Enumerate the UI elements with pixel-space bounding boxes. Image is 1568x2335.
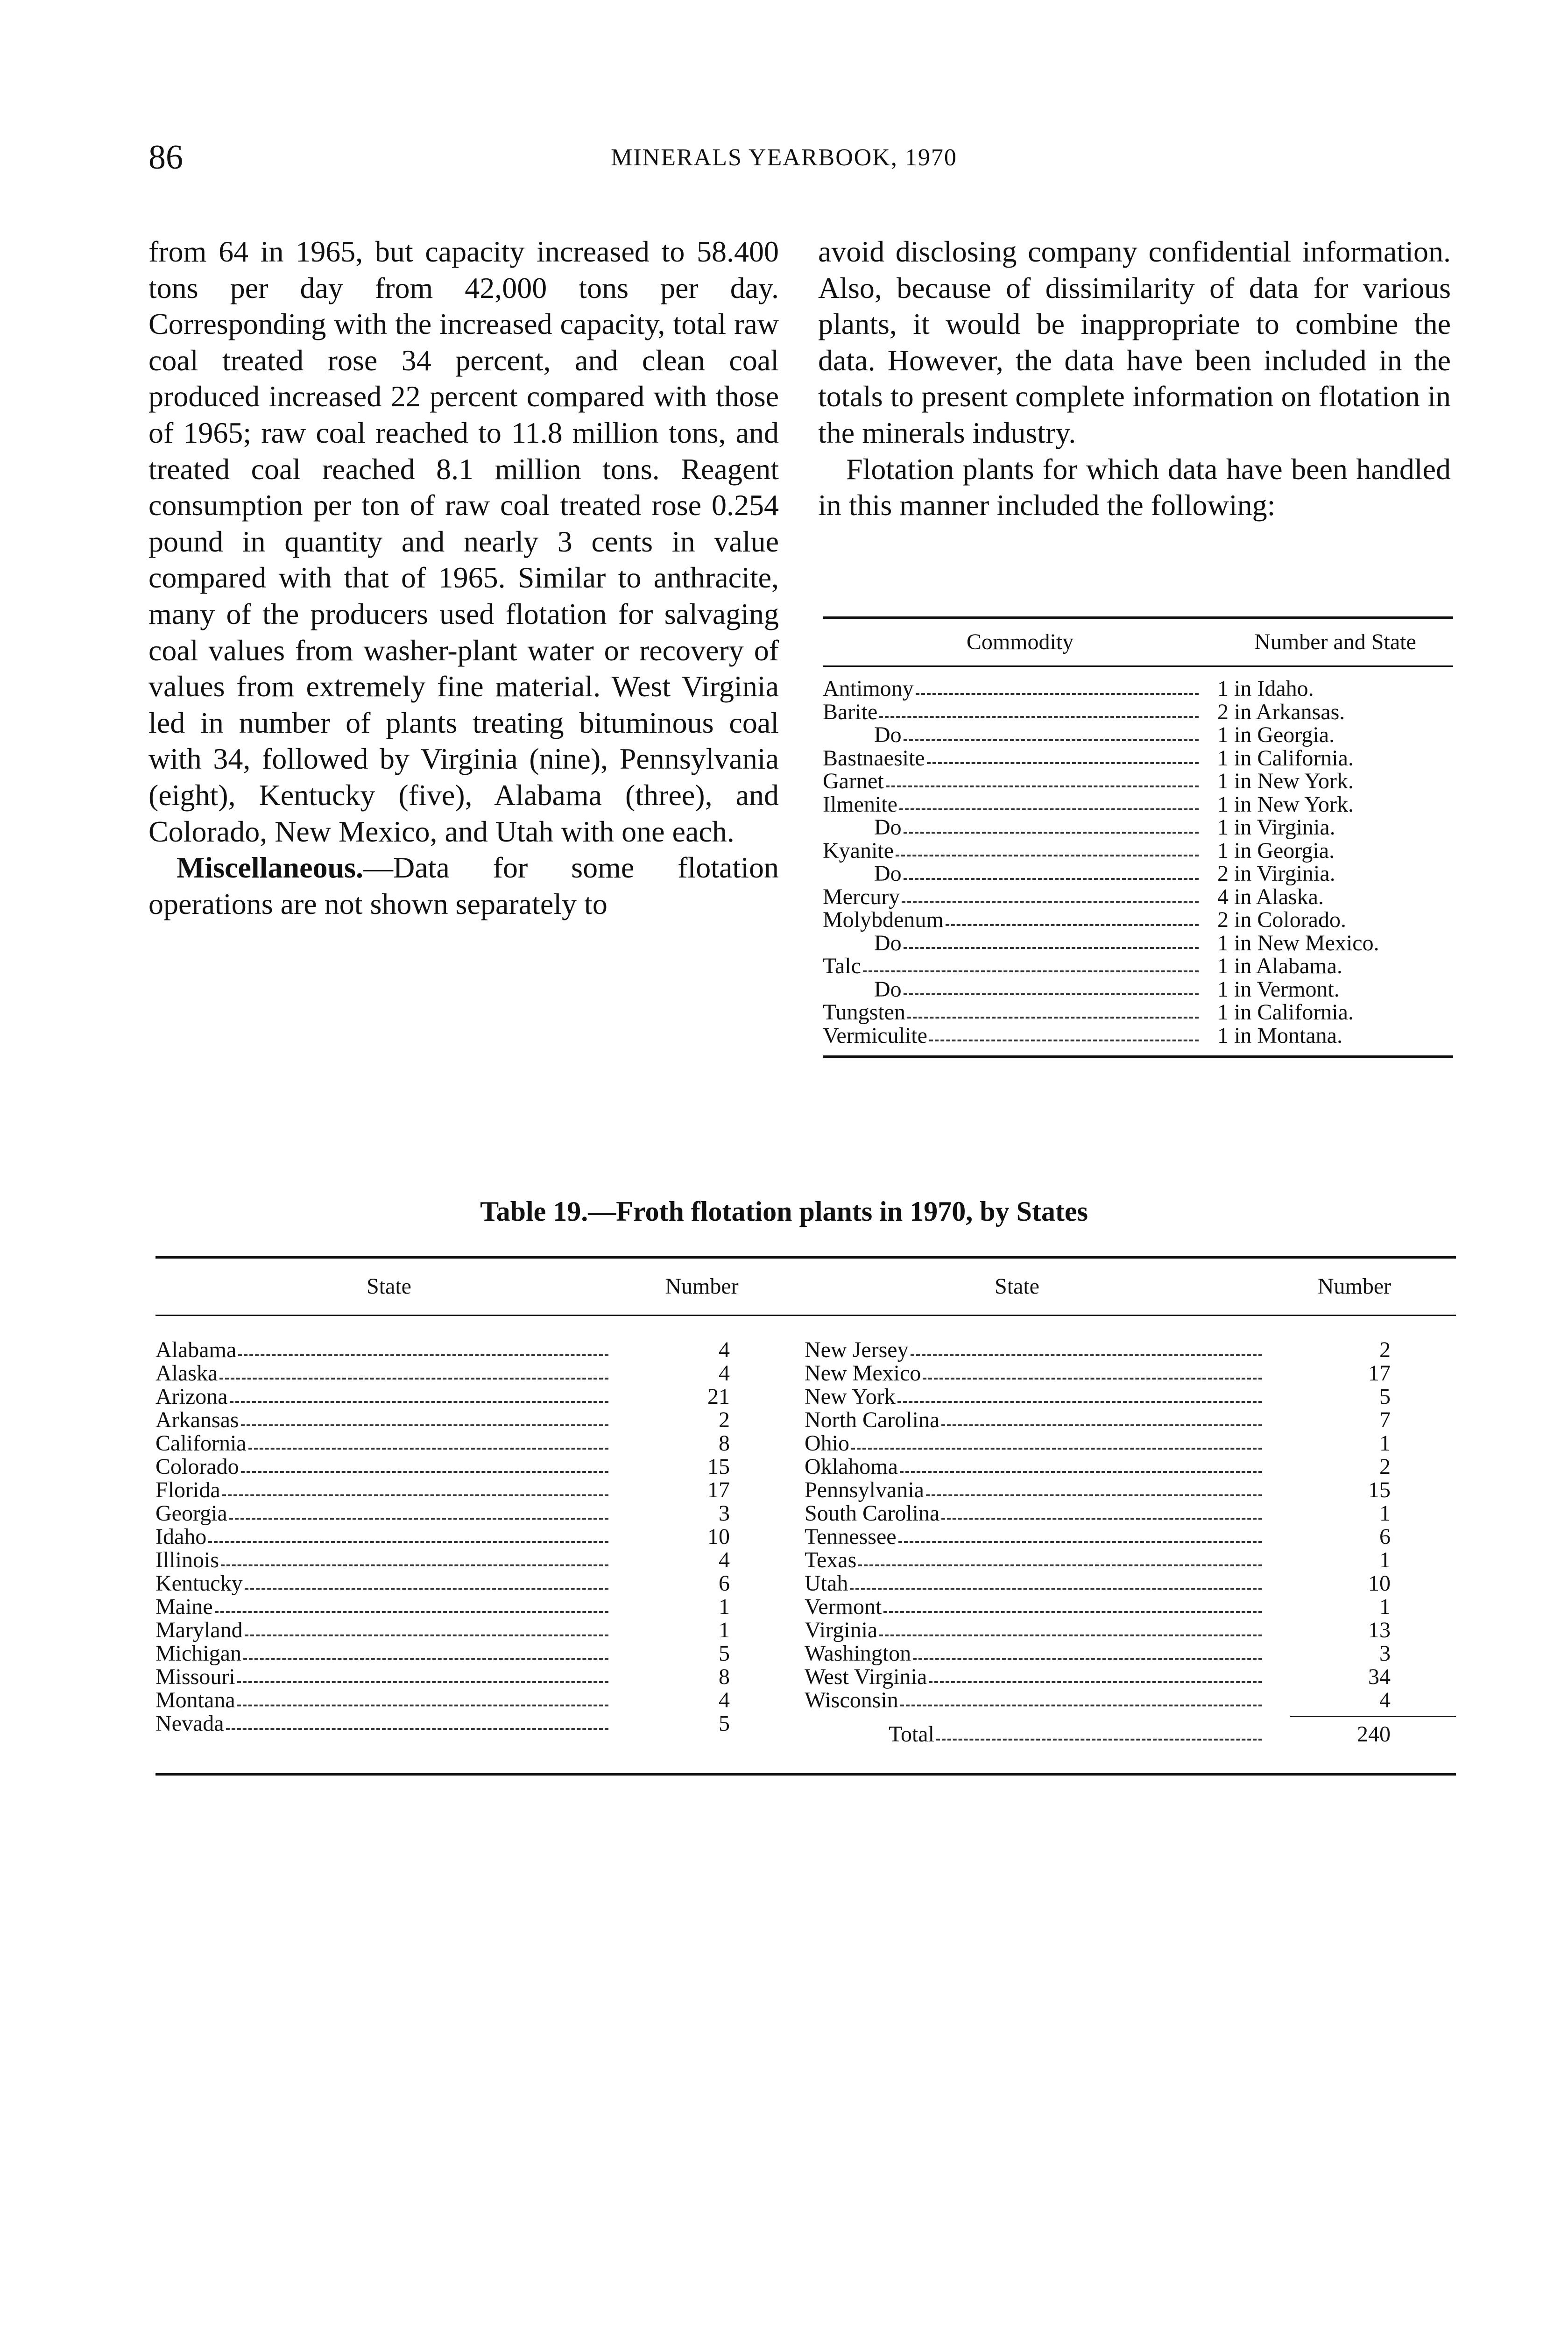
right-text-column bbox=[818, 234, 1451, 524]
plant-count: 4 bbox=[719, 1688, 730, 1712]
state-cell bbox=[805, 1549, 1276, 1572]
table-row bbox=[805, 1689, 1456, 1712]
commodity-table-header bbox=[823, 619, 1453, 665]
dot-leader bbox=[219, 1362, 608, 1380]
dot-leader bbox=[238, 1338, 608, 1356]
table-row bbox=[805, 1549, 1456, 1572]
plant-count: 34 bbox=[1368, 1664, 1391, 1689]
plant-count: 6 bbox=[719, 1571, 730, 1596]
plant-count: 4 bbox=[719, 1548, 730, 1572]
number-state-value: 1 in Georgia. bbox=[1217, 722, 1335, 747]
dot-leader bbox=[896, 839, 1199, 857]
commodity-name: Bastnaesite bbox=[823, 745, 925, 771]
dot-leader bbox=[208, 1525, 608, 1543]
table-19-rule-bottom bbox=[155, 1773, 1456, 1776]
commodity-cell bbox=[823, 677, 1217, 700]
commodity-name: Garnet bbox=[823, 769, 884, 793]
plant-count: 1 bbox=[1379, 1548, 1391, 1572]
state-cell bbox=[805, 1595, 1276, 1619]
dot-leader bbox=[221, 1549, 608, 1566]
plant-count: 15 bbox=[707, 1454, 730, 1479]
table-row bbox=[805, 1385, 1456, 1408]
table-row bbox=[155, 1549, 805, 1572]
commodity-name: Do bbox=[874, 861, 902, 886]
state-name: Pennsylvania bbox=[805, 1478, 924, 1502]
state-name: Illinois bbox=[155, 1548, 219, 1572]
state-cell bbox=[155, 1595, 622, 1619]
table-row bbox=[805, 1338, 1456, 1362]
dot-leader bbox=[904, 932, 1199, 949]
plant-count: 1 bbox=[719, 1618, 730, 1642]
state-cell bbox=[805, 1432, 1276, 1455]
table-row bbox=[805, 1479, 1456, 1502]
miscellaneous-heading: Miscellaneous. bbox=[177, 851, 363, 884]
header-commodity: Commodity bbox=[966, 630, 1074, 655]
dot-leader bbox=[941, 1408, 1262, 1426]
commodity-cell bbox=[823, 955, 1217, 978]
running-title: MINERALS YEARBOOK, 1970 bbox=[611, 144, 957, 171]
page-number: 86 bbox=[148, 138, 183, 177]
dot-leader bbox=[904, 816, 1199, 834]
plant-count: 10 bbox=[1368, 1571, 1391, 1596]
state-cell bbox=[805, 1408, 1276, 1432]
table-row bbox=[155, 1502, 805, 1525]
plant-count: 2 bbox=[1379, 1337, 1391, 1362]
number-state-value: 4 in Alaska. bbox=[1217, 884, 1324, 909]
state-name: Virginia bbox=[805, 1618, 878, 1642]
state-cell bbox=[805, 1479, 1276, 1502]
table-row bbox=[805, 1525, 1456, 1549]
dot-leader bbox=[916, 677, 1199, 695]
number-state-value: 2 in Colorado. bbox=[1217, 907, 1346, 932]
table-row bbox=[823, 747, 1453, 770]
table-19-title: Table 19.—Froth flotation plants in 1970, by States bbox=[480, 1196, 1088, 1227]
table-row bbox=[155, 1642, 805, 1665]
table-row bbox=[155, 1665, 805, 1689]
dot-leader bbox=[941, 1502, 1262, 1520]
commodity-name: Antimony bbox=[823, 676, 914, 701]
state-cell bbox=[155, 1502, 622, 1525]
table-row bbox=[155, 1479, 805, 1502]
commodity-cell bbox=[823, 839, 1217, 863]
header-state-right: State bbox=[995, 1274, 1039, 1299]
right-paragraph-2: Flotation plants for which data have been handled in this manner included the following: bbox=[818, 452, 1451, 522]
commodity-name: Vermiculite bbox=[823, 1023, 927, 1048]
plant-count: 2 bbox=[719, 1408, 730, 1432]
number-state-value: 1 in Montana. bbox=[1217, 1023, 1342, 1048]
dot-leader bbox=[913, 1642, 1262, 1660]
state-cell bbox=[155, 1362, 622, 1385]
commodity-name: Do bbox=[874, 815, 902, 840]
dot-leader bbox=[883, 1595, 1262, 1613]
left-paragraph-2 bbox=[148, 849, 779, 922]
total-row bbox=[805, 1723, 1456, 1746]
commodity-cell bbox=[823, 1024, 1217, 1047]
table-row bbox=[823, 1024, 1453, 1047]
number-state-value: 1 in Idaho. bbox=[1217, 676, 1314, 701]
plant-count: 4 bbox=[719, 1361, 730, 1386]
dot-leader bbox=[904, 978, 1199, 996]
state-cell bbox=[155, 1338, 622, 1362]
commodity-name: Talc bbox=[823, 954, 861, 978]
number-state-value: 1 in California. bbox=[1217, 745, 1354, 771]
state-name: Alabama bbox=[155, 1337, 237, 1362]
total-rule bbox=[1290, 1716, 1456, 1717]
number-state-value: 1 in Virginia. bbox=[1217, 815, 1335, 840]
dot-leader bbox=[902, 885, 1199, 903]
number-state-value: 1 in New York. bbox=[1217, 769, 1354, 793]
plant-count: 5 bbox=[719, 1711, 730, 1736]
dot-leader bbox=[850, 1572, 1262, 1590]
dot-leader bbox=[927, 747, 1199, 764]
table-row bbox=[823, 793, 1453, 816]
table-row bbox=[155, 1385, 805, 1408]
table-row bbox=[823, 885, 1453, 909]
table-row bbox=[823, 677, 1453, 700]
commodity-name: Do bbox=[874, 976, 902, 1002]
state-cell bbox=[155, 1408, 622, 1432]
dot-leader bbox=[230, 1385, 608, 1403]
table-row bbox=[823, 816, 1453, 839]
state-name: Arizona bbox=[155, 1384, 228, 1409]
state-cell bbox=[155, 1642, 622, 1665]
plant-count: 3 bbox=[719, 1501, 730, 1526]
state-cell bbox=[805, 1385, 1276, 1408]
table-row bbox=[805, 1362, 1456, 1385]
table-row bbox=[155, 1362, 805, 1385]
number-state-value: 1 in Georgia. bbox=[1217, 838, 1335, 863]
table-row bbox=[805, 1642, 1456, 1665]
dot-leader bbox=[926, 1479, 1262, 1496]
commodity-cell bbox=[823, 1001, 1217, 1024]
state-cell bbox=[805, 1642, 1276, 1665]
miscellaneous-text: —Data for some flotation operations are not shown separately to bbox=[148, 851, 779, 920]
dot-leader bbox=[898, 1525, 1262, 1543]
state-cell bbox=[805, 1665, 1276, 1689]
table-row bbox=[823, 908, 1453, 932]
commodity-name: Do bbox=[874, 722, 902, 747]
state-name: Nevada bbox=[155, 1711, 224, 1736]
state-name: California bbox=[155, 1431, 247, 1456]
dot-leader bbox=[237, 1689, 608, 1706]
table-row bbox=[155, 1595, 805, 1619]
state-name: Texas bbox=[805, 1548, 857, 1572]
table-row bbox=[155, 1689, 805, 1712]
plant-count: 13 bbox=[1368, 1618, 1391, 1642]
plant-count: 17 bbox=[707, 1478, 730, 1502]
dot-leader bbox=[863, 955, 1199, 972]
table-row bbox=[805, 1502, 1456, 1525]
state-name: South Carolina bbox=[805, 1501, 940, 1526]
commodity-cell bbox=[823, 932, 1217, 955]
table-row bbox=[823, 862, 1453, 885]
table-19 bbox=[155, 1256, 1456, 1776]
plant-count: 1 bbox=[719, 1594, 730, 1619]
header-state-left: State bbox=[367, 1274, 411, 1299]
state-name: Georgia bbox=[155, 1501, 227, 1526]
commodity-cell bbox=[823, 862, 1217, 885]
plant-count: 5 bbox=[719, 1641, 730, 1666]
commodity-table bbox=[823, 616, 1453, 1058]
total-value: 240 bbox=[1357, 1722, 1391, 1747]
number-state-value: 2 in Arkansas. bbox=[1217, 699, 1345, 724]
dot-leader bbox=[936, 1723, 1262, 1741]
table-row bbox=[823, 839, 1453, 863]
plant-count: 4 bbox=[1379, 1688, 1391, 1712]
state-cell bbox=[805, 1338, 1276, 1362]
number-state-value: 2 in Virginia. bbox=[1217, 861, 1335, 886]
plant-count: 1 bbox=[1379, 1431, 1391, 1456]
dot-leader bbox=[851, 1432, 1262, 1450]
state-cell bbox=[155, 1689, 622, 1712]
right-paragraph-1: avoid disclosing company confidential information. Also, because of dissimilarity of data for various plants, it would be inappropriate to combine the data. However, the data have been included in the totals to present complete information on flotation in the minerals industry. bbox=[818, 235, 1451, 449]
plant-count: 7 bbox=[1379, 1408, 1391, 1432]
table-row bbox=[155, 1408, 805, 1432]
state-name: New Jersey bbox=[805, 1337, 909, 1362]
commodity-name: Tungsten bbox=[823, 1000, 905, 1025]
state-name: Washington bbox=[805, 1641, 911, 1666]
dot-leader bbox=[248, 1432, 608, 1450]
commodity-cell bbox=[823, 770, 1217, 793]
left-text-column bbox=[148, 234, 779, 922]
dot-leader bbox=[243, 1642, 608, 1660]
table-19-right-column bbox=[805, 1338, 1456, 1746]
table-row bbox=[805, 1455, 1456, 1479]
plant-count: 5 bbox=[1379, 1384, 1391, 1409]
dot-leader bbox=[229, 1502, 608, 1520]
plant-count: 17 bbox=[1368, 1361, 1391, 1386]
state-cell bbox=[155, 1432, 622, 1455]
dot-leader bbox=[904, 862, 1199, 880]
total-cell bbox=[805, 1723, 1276, 1746]
commodity-cell bbox=[823, 793, 1217, 816]
commodity-cell bbox=[823, 747, 1217, 770]
dot-leader bbox=[904, 723, 1199, 741]
table-row bbox=[155, 1619, 805, 1642]
commodity-cell bbox=[823, 885, 1217, 909]
state-name: Missouri bbox=[155, 1664, 235, 1689]
plant-count: 6 bbox=[1379, 1524, 1391, 1549]
total-label: Total bbox=[889, 1722, 934, 1747]
state-name: Tennessee bbox=[805, 1524, 897, 1549]
state-cell bbox=[155, 1572, 622, 1595]
dot-leader bbox=[245, 1619, 608, 1636]
state-cell bbox=[805, 1525, 1276, 1549]
dot-leader bbox=[237, 1665, 608, 1683]
state-name: Maine bbox=[155, 1594, 213, 1619]
table-row bbox=[823, 1001, 1453, 1024]
state-cell bbox=[805, 1619, 1276, 1642]
table-row bbox=[805, 1665, 1456, 1689]
number-state-value: 1 in Alabama. bbox=[1217, 954, 1342, 978]
state-name: Kentucky bbox=[155, 1571, 243, 1596]
number-state-value: 1 in Vermont. bbox=[1217, 976, 1340, 1002]
state-cell bbox=[155, 1549, 622, 1572]
table-19-left-column bbox=[155, 1338, 805, 1746]
table-row bbox=[805, 1572, 1456, 1595]
dot-leader bbox=[900, 1689, 1262, 1706]
table-row bbox=[823, 978, 1453, 1001]
left-paragraph-1: from 64 in 1965, but capacity increased to 58.400 tons per day from 42,000 tons per day. Corresponding with the increased capacity, total raw coal treated rose 34 percent, and clean coal produced increased 22 percent compared with those of 1965; raw coal reached to 11.8 million tons, and treated coal reached 8.1 million tons. Reagent consumption per ton of raw coal treated rose 0.254 pound in quantity and nearly 3 cents in value compared with that of 1965. Similar to anthracite, many of the producers used flotation for salvaging coal values from washer-plant water or recovery of values from extremely fine material. West Virginia led in number of plants treating bituminous coal with 34, followed by Virginia (nine), Pennsylvania (eight), Kentucky (five), Alabama (three), and Colorado, New Mexico, and Utah with one each. bbox=[148, 235, 779, 848]
commodity-cell bbox=[823, 816, 1217, 839]
number-state-value: 1 in California. bbox=[1217, 1000, 1354, 1025]
state-name: New York bbox=[805, 1384, 896, 1409]
state-cell bbox=[805, 1455, 1276, 1479]
state-name: Arkansas bbox=[155, 1408, 239, 1432]
dot-leader bbox=[929, 1024, 1199, 1042]
commodity-name: Kyanite bbox=[823, 838, 894, 863]
table-row bbox=[805, 1408, 1456, 1432]
table-row bbox=[155, 1525, 805, 1549]
state-name: North Carolina bbox=[805, 1408, 940, 1432]
table-row bbox=[805, 1619, 1456, 1642]
table-row bbox=[155, 1338, 805, 1362]
state-cell bbox=[805, 1572, 1276, 1595]
number-state-value: 1 in New Mexico. bbox=[1217, 930, 1379, 955]
plant-count: 10 bbox=[707, 1524, 730, 1549]
dot-leader bbox=[907, 1001, 1199, 1019]
state-cell bbox=[155, 1712, 622, 1735]
table-row bbox=[823, 700, 1453, 724]
table-row bbox=[823, 770, 1453, 793]
state-cell bbox=[805, 1362, 1276, 1385]
state-cell bbox=[805, 1689, 1276, 1712]
plant-count: 1 bbox=[1379, 1501, 1391, 1526]
table-19-header bbox=[155, 1259, 1456, 1315]
dot-leader bbox=[879, 1619, 1262, 1636]
dot-leader bbox=[946, 908, 1199, 926]
plant-count: 4 bbox=[719, 1337, 730, 1362]
dot-leader bbox=[897, 1385, 1262, 1403]
state-cell bbox=[155, 1479, 622, 1502]
dot-leader bbox=[911, 1338, 1262, 1356]
state-name: Idaho bbox=[155, 1524, 207, 1549]
dot-leader bbox=[222, 1479, 608, 1496]
state-name: Florida bbox=[155, 1478, 220, 1502]
state-name: New Mexico bbox=[805, 1361, 921, 1386]
table-row bbox=[155, 1572, 805, 1595]
table-row bbox=[823, 955, 1453, 978]
dot-leader bbox=[241, 1408, 608, 1426]
plant-count: 2 bbox=[1379, 1454, 1391, 1479]
state-name: Wisconsin bbox=[805, 1688, 898, 1712]
commodity-name: Mercury bbox=[823, 884, 900, 909]
state-name: Oklahoma bbox=[805, 1454, 898, 1479]
dot-leader bbox=[900, 1455, 1262, 1473]
dot-leader bbox=[858, 1549, 1262, 1566]
table-19-body bbox=[155, 1316, 1456, 1746]
table-row bbox=[805, 1595, 1456, 1619]
table-rule-bottom bbox=[823, 1055, 1453, 1058]
commodity-cell bbox=[823, 978, 1217, 1001]
state-name: West Virginia bbox=[805, 1664, 927, 1689]
commodity-name: Do bbox=[874, 930, 902, 955]
state-cell bbox=[805, 1502, 1276, 1525]
state-cell bbox=[155, 1455, 622, 1479]
state-cell bbox=[155, 1619, 622, 1642]
number-state-value: 1 in New York. bbox=[1217, 792, 1354, 817]
dot-leader bbox=[226, 1712, 608, 1730]
dot-leader bbox=[929, 1665, 1262, 1683]
state-cell bbox=[155, 1385, 622, 1408]
state-name: Ohio bbox=[805, 1431, 849, 1456]
header-number-left: Number bbox=[665, 1274, 739, 1299]
plant-count: 8 bbox=[719, 1664, 730, 1689]
plant-count: 8 bbox=[719, 1431, 730, 1456]
plant-count: 1 bbox=[1379, 1594, 1391, 1619]
state-cell bbox=[155, 1665, 622, 1689]
state-name: Maryland bbox=[155, 1618, 243, 1642]
state-name: Michigan bbox=[155, 1641, 241, 1666]
commodity-cell bbox=[823, 908, 1217, 932]
header-number-right: Number bbox=[1317, 1274, 1391, 1299]
commodity-cell bbox=[823, 700, 1217, 724]
state-name: Vermont bbox=[805, 1594, 882, 1619]
state-name: Alaska bbox=[155, 1361, 218, 1386]
commodity-cell bbox=[823, 723, 1217, 747]
table-row bbox=[823, 932, 1453, 955]
table-row bbox=[823, 723, 1453, 747]
plant-count: 21 bbox=[707, 1384, 730, 1409]
state-name: Colorado bbox=[155, 1454, 239, 1479]
state-name: Montana bbox=[155, 1688, 235, 1712]
table-row bbox=[805, 1432, 1456, 1455]
commodity-name: Molybdenum bbox=[823, 907, 944, 932]
header-number-state: Number and State bbox=[1254, 630, 1416, 655]
table-row bbox=[155, 1455, 805, 1479]
dot-leader bbox=[879, 700, 1199, 718]
table-row bbox=[155, 1432, 805, 1455]
commodity-name: Barite bbox=[823, 699, 878, 724]
commodity-table-body bbox=[823, 667, 1453, 1055]
table-row bbox=[155, 1712, 805, 1735]
plant-count: 3 bbox=[1379, 1641, 1391, 1666]
dot-leader bbox=[215, 1595, 608, 1613]
dot-leader bbox=[886, 770, 1199, 787]
commodity-name: Ilmenite bbox=[823, 792, 897, 817]
dot-leader bbox=[899, 793, 1199, 811]
dot-leader bbox=[923, 1362, 1262, 1380]
plant-count: 15 bbox=[1368, 1478, 1391, 1502]
dot-leader bbox=[241, 1455, 608, 1473]
state-cell bbox=[155, 1525, 622, 1549]
state-name: Utah bbox=[805, 1571, 848, 1596]
dot-leader bbox=[245, 1572, 608, 1590]
